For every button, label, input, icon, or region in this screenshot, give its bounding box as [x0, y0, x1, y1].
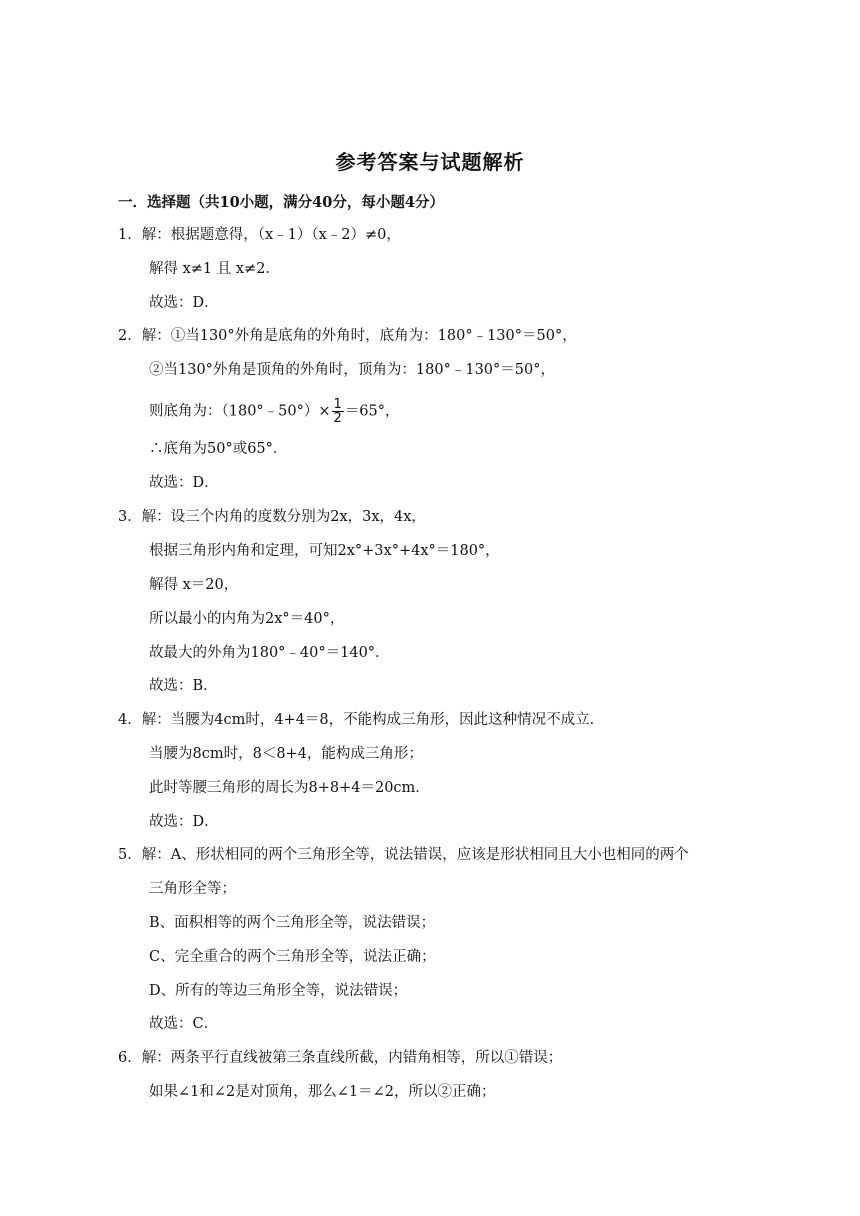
answer-line-with-fraction — [149, 398, 400, 425]
answer-line: 所以最小的内角为2x°＝40°， — [149, 611, 345, 627]
answer-line: 3．解：设三个内角的度数分别为2x，3x，4x， — [118, 509, 426, 525]
answer-line: ∴底角为50°或65°． — [149, 441, 288, 457]
answer-line: D、所有的等边三角形全等，说法错误； — [149, 983, 408, 999]
answer-line-text: 则底角为：（180°﹣50°）× — [149, 403, 331, 420]
answer-line: 6．解：两条平行直线被第三条直线所截，内错角相等，所以①错误； — [118, 1050, 563, 1066]
answer-line: 此时等腰三角形的周长为8+8+4＝20cm． — [149, 780, 430, 796]
answer-line: 如果∠1和∠2是对顶角，那么∠1＝∠2，所以②正确； — [149, 1084, 496, 1100]
section-heading: 一．选择题（共10小题，满分40分，每小题4分） — [118, 194, 444, 211]
answer-line: 解得 x＝20， — [149, 577, 239, 593]
answer-line: 5．解：A、形状相同的两个三角形全等，说法错误，应该是形状相同且大小也相同的两个 — [118, 847, 689, 863]
answer-line: 1．解：根据题意得，（x﹣1）（x﹣2）≠0， — [118, 227, 401, 243]
answer-line: C、完全重合的两个三角形全等，说法正确； — [149, 949, 436, 965]
answer-line: 当腰为8cm时，8＜8+4，能构成三角形； — [149, 746, 423, 762]
answer-line: 故选：B． — [149, 678, 218, 694]
answer-line: 故选：D． — [149, 814, 219, 830]
fraction-denominator: 2 — [333, 411, 342, 426]
answer-line: 解得 x≠1 且 x≠2． — [149, 261, 280, 277]
answer-line: 2．解：①当130°外角是底角的外角时，底角为：180°﹣130°＝50°， — [118, 328, 577, 344]
answer-line: 4．解：当腰为4cm时，4+4＝8，不能构成三角形，因此这种情况不成立． — [118, 712, 605, 728]
answer-line: ②当130°外角是顶角的外角时，顶角为：180°﹣130°＝50°， — [149, 362, 555, 378]
fraction-numerator: 1 — [333, 397, 342, 412]
answer-line: 故选：D． — [149, 295, 219, 311]
answer-line: 三角形全等； — [149, 881, 236, 897]
answer-line: 故选：C． — [149, 1016, 219, 1032]
fraction — [332, 398, 344, 425]
page-title: 参考答案与试题解析 — [335, 150, 525, 174]
answer-line: 故最大的外角为180°﹣40°＝140°． — [149, 645, 390, 661]
answer-line: B、面积相等的两个三角形全等，说法错误； — [149, 915, 436, 931]
answer-line-text-after: ＝65°， — [344, 403, 400, 420]
answer-line: 根据三角形内角和定理，可知2x°+3x°+4x°＝180°， — [149, 543, 500, 559]
answer-line: 故选：D． — [149, 475, 219, 491]
